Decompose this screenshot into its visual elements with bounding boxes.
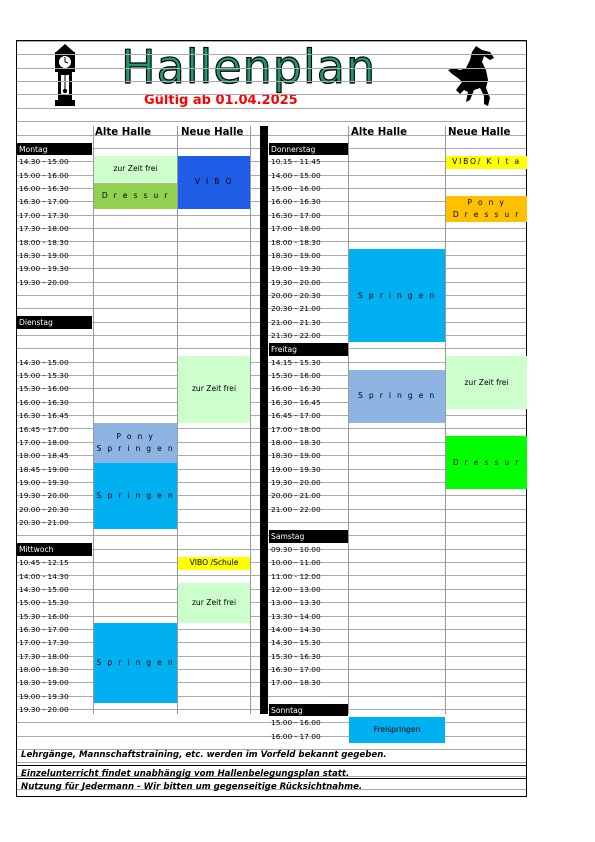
activity-label: zur Zeit frei bbox=[464, 377, 509, 387]
time-slot: 13.00 - 13.30 bbox=[271, 598, 321, 608]
time-slot: 15.00 - 15.30 bbox=[19, 371, 69, 381]
time-slot: 21.00 - 22.00 bbox=[271, 504, 321, 514]
block-do-pony-dressur bbox=[446, 196, 527, 222]
time-slot: 15.00 - 16.00 bbox=[271, 184, 321, 194]
time-slot: 10.45 - 12.15 bbox=[19, 558, 69, 568]
time-slot: 19.00 - 19.30 bbox=[271, 264, 321, 274]
activity-label: S p r i n g e n bbox=[96, 443, 175, 453]
time-slot: 16.30 - 17.00 bbox=[271, 665, 321, 675]
time-slot: 17.00 - 17.30 bbox=[19, 210, 69, 220]
time-slot: 15.30 - 16.30 bbox=[271, 651, 321, 661]
time-slot: 14.15 - 15.30 bbox=[271, 357, 321, 367]
time-slot: 10.15 - 11.45 bbox=[271, 157, 321, 167]
time-slot: 15.00 - 16.00 bbox=[271, 718, 321, 728]
activity-label: zur Zeit frei bbox=[191, 598, 237, 608]
time-slot: 18.00 - 18.30 bbox=[19, 237, 69, 247]
time-slot: 15.30 - 16.00 bbox=[271, 371, 321, 381]
activity-label: VIBO/ K i t a bbox=[452, 157, 521, 167]
time-slot: 16.45 - 17.00 bbox=[271, 411, 321, 421]
time-slot: 14.30 - 15.00 bbox=[19, 584, 69, 594]
time-slot: 14.00 - 14.30 bbox=[271, 624, 321, 634]
activity-label: P o n y bbox=[116, 431, 155, 441]
day-header-donnerstag: Donnerstag bbox=[269, 143, 348, 156]
activity-label: VIBO /Schule bbox=[189, 558, 239, 568]
time-slot: 20.00 - 20.30 bbox=[19, 504, 69, 514]
time-slot: 16.00 - 17.00 bbox=[271, 731, 321, 741]
block-mo-vibo bbox=[178, 156, 250, 209]
activity-label: D r e s s u r bbox=[101, 190, 170, 200]
time-slot: 17.00 - 18.00 bbox=[19, 437, 69, 447]
grid-line bbox=[17, 94, 526, 95]
time-slot: 16.00 - 16.30 bbox=[19, 184, 69, 194]
grid-line bbox=[17, 68, 526, 69]
time-slot: 20.00 - 20.30 bbox=[271, 290, 321, 300]
activity-label: S p r i n g e n bbox=[358, 290, 436, 300]
footer-note: Lehrgänge, Mannschaftstraining, etc. werden im Vorfeld bekannt gegeben. bbox=[21, 750, 387, 760]
block-mi-springen bbox=[94, 623, 177, 703]
header-right-new-hall: Neue Halle bbox=[448, 127, 511, 138]
time-slot: 19.00 - 19.30 bbox=[19, 478, 69, 487]
time-slot: 19.30 - 20.00 bbox=[271, 478, 321, 487]
time-slot: 15.00 - 15.30 bbox=[19, 598, 69, 608]
time-slot: 18.00 - 18.30 bbox=[271, 237, 321, 247]
time-slot: 18.30 - 19.00 bbox=[271, 250, 321, 260]
time-slot: 14.30 - 15.00 bbox=[19, 157, 69, 167]
block-mo-zur-zeit-frei bbox=[94, 156, 177, 182]
time-slot: 17.30 - 18.00 bbox=[19, 651, 69, 661]
schedule-table bbox=[16, 40, 527, 797]
block-fr-dressur bbox=[446, 436, 527, 489]
activity-label: zur Zeit frei bbox=[113, 163, 158, 173]
block-mi-zur-zeit-frei bbox=[178, 583, 250, 623]
time-slot: 18.00 - 18.30 bbox=[271, 437, 321, 447]
header-left-old-hall: Alte Halle bbox=[95, 127, 151, 138]
time-slot: 18.45 - 19.00 bbox=[19, 464, 69, 474]
time-slot: 20.30 - 21.00 bbox=[19, 518, 69, 528]
time-slot: 15.00 - 16.00 bbox=[19, 170, 69, 180]
header-right-old-hall: Alte Halle bbox=[351, 127, 407, 138]
day-header-samstag: Samstag bbox=[269, 530, 348, 543]
activity-label: Freispringen bbox=[373, 725, 421, 735]
time-slot: 12.00 - 13.00 bbox=[271, 584, 321, 594]
time-slot: 18.30 - 19.00 bbox=[19, 250, 69, 260]
time-slot: 16.30 - 17.00 bbox=[19, 197, 69, 207]
footer-line bbox=[17, 765, 526, 766]
grid-line bbox=[17, 41, 526, 42]
activity-label: V I B O bbox=[194, 177, 234, 187]
time-slot: 18.30 - 19.00 bbox=[271, 451, 321, 461]
block-so-freispringen bbox=[349, 717, 445, 743]
block-fr-springen bbox=[349, 370, 445, 423]
day-header-montag: Montag bbox=[17, 143, 92, 156]
time-slot: 16.00 - 16.30 bbox=[19, 397, 69, 407]
time-slot: 15.30 - 16.00 bbox=[19, 384, 69, 394]
time-slot: 11.00 - 12.00 bbox=[271, 571, 321, 581]
block-di-springen bbox=[94, 463, 177, 529]
time-slot: 16.30 - 16.45 bbox=[19, 411, 69, 421]
time-slot: 16.00 - 16.30 bbox=[271, 197, 321, 207]
valid-from-text: Gültig ab 01.04.2025 bbox=[144, 93, 298, 108]
time-slot: 18.00 - 18.45 bbox=[19, 451, 69, 461]
page-title: Hallenplan bbox=[121, 40, 377, 94]
day-header-sonntag: Sonntag bbox=[269, 704, 348, 717]
day-header-mittwoch: Mittwoch bbox=[17, 543, 92, 556]
grid-column-line bbox=[250, 126, 251, 714]
activity-label: S p r i n g e n bbox=[358, 391, 436, 401]
time-slot: 17.00 - 18.30 bbox=[271, 678, 321, 688]
time-slot: 16.45 - 17.00 bbox=[19, 424, 69, 434]
time-slot: 20.30 - 21.00 bbox=[271, 304, 321, 314]
time-slot: 21.30 - 22.00 bbox=[271, 331, 321, 341]
activity-label: zur Zeit frei bbox=[191, 384, 237, 394]
time-slot: 09.30 - 10.00 bbox=[271, 544, 321, 554]
time-slot: 19.30 - 20.00 bbox=[19, 277, 69, 287]
grid-line bbox=[17, 121, 526, 122]
time-slot: 14.00 - 15.00 bbox=[271, 170, 321, 180]
time-slot: 16.30 - 17.00 bbox=[271, 210, 321, 220]
activity-label: S p r i n g e n bbox=[96, 491, 175, 501]
time-slot: 14.00 - 14.30 bbox=[19, 571, 69, 581]
time-slot: 19.00 - 19.30 bbox=[19, 264, 69, 274]
footer-note: Einzelunterricht findet unabhängig vom Hallenbelegungsplan statt. bbox=[21, 769, 350, 779]
day-header-freitag: Freitag bbox=[269, 343, 348, 356]
activity-label: D r e s s u r bbox=[452, 457, 521, 467]
time-slot: 14.30 - 15.00 bbox=[19, 357, 69, 367]
time-slot: 19.30 - 20.00 bbox=[271, 277, 321, 287]
time-slot: 16.00 - 16.30 bbox=[271, 384, 321, 394]
block-mo-dressur bbox=[94, 183, 177, 209]
time-slot: 19.30 - 20.00 bbox=[19, 491, 69, 501]
grid-line bbox=[17, 54, 526, 55]
block-fr-zur-zeit-frei bbox=[446, 356, 527, 409]
time-slot: 20.00 - 21.00 bbox=[271, 491, 321, 501]
activity-label: S p r i n g e n bbox=[96, 658, 175, 668]
time-slot: 16.30 - 17.00 bbox=[19, 624, 69, 634]
block-di-zur-zeit-frei bbox=[178, 356, 250, 422]
time-slot: 19.30 - 20.00 bbox=[19, 705, 69, 715]
time-slot: 19.00 - 19.30 bbox=[271, 464, 321, 474]
time-slot: 15.30 - 16.00 bbox=[19, 611, 69, 621]
block-mi-vibo-schule bbox=[178, 557, 250, 570]
time-slot: 17.00 - 18.00 bbox=[271, 224, 321, 234]
time-slot: 17.00 - 17.30 bbox=[19, 638, 69, 648]
block-do-springen bbox=[349, 249, 445, 342]
time-slot: 16.30 - 16.45 bbox=[271, 397, 321, 407]
time-slot: 17.30 - 18.00 bbox=[19, 224, 69, 234]
grid-line bbox=[17, 81, 526, 82]
time-slot: 19.00 - 19.30 bbox=[19, 691, 69, 701]
footer-note: Nutzung für Jedermann - Wir bitten um gegenseitige Rücksichtnahme. bbox=[21, 782, 363, 792]
time-slot: 17.00 - 18.00 bbox=[271, 424, 321, 434]
center-divider-bar bbox=[260, 126, 268, 714]
activity-label: P o n y bbox=[467, 198, 506, 208]
time-slot: 18.00 - 18.30 bbox=[19, 665, 69, 675]
time-slot: 14.30 - 15.30 bbox=[271, 638, 321, 648]
footer-line bbox=[17, 778, 526, 779]
block-di-pony-springen bbox=[94, 423, 177, 463]
grid-line bbox=[17, 762, 526, 763]
time-slot: 21.00 - 21.30 bbox=[271, 317, 321, 327]
grid-line bbox=[17, 108, 526, 109]
time-slot: 10.00 - 11.00 bbox=[271, 558, 321, 568]
time-slot: 13.30 - 14.00 bbox=[271, 611, 321, 621]
activity-label: D r e s s u r bbox=[452, 210, 521, 220]
block-do-vibo-kita bbox=[446, 156, 527, 169]
day-header-dienstag: Dienstag bbox=[17, 316, 92, 329]
time-slot: 18.30 - 19.00 bbox=[19, 678, 69, 688]
header-left-new-hall: Neue Halle bbox=[181, 127, 244, 138]
